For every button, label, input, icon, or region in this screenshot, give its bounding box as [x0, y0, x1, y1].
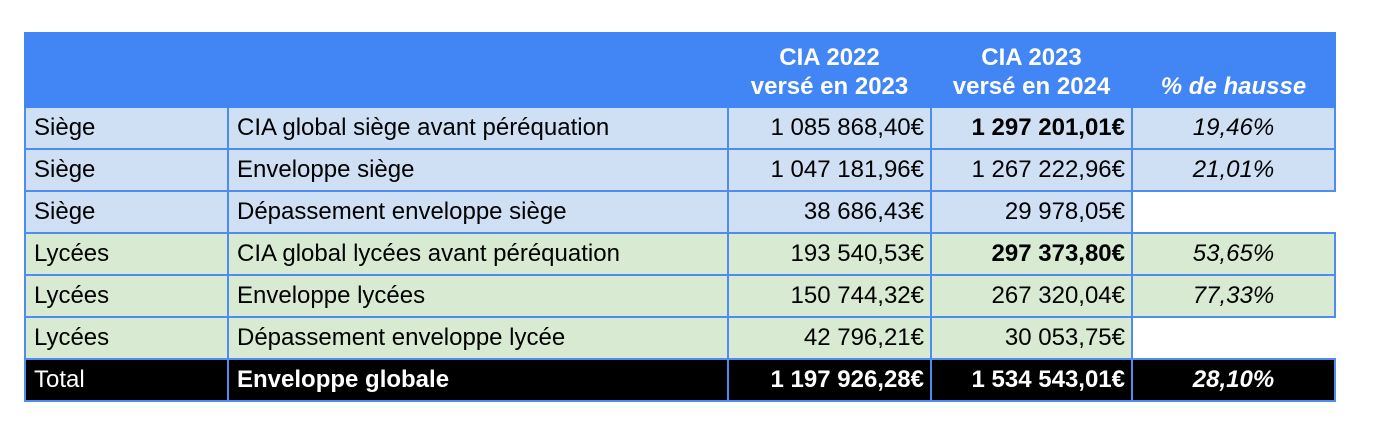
table-row-siege-enveloppe: [25, 149, 1335, 191]
header-row: [25, 33, 1335, 107]
header-hausse: % de hausse: [1132, 33, 1335, 107]
table-row-lycees-global: [25, 233, 1335, 275]
row-group-cell: Lycées: [25, 317, 228, 359]
row-hausse-empty-cell: [1132, 191, 1335, 233]
row-hausse-cell: 19,46%: [1132, 107, 1335, 149]
table-row-lycees-depassement: [25, 317, 1335, 359]
row-group-cell: Lycées: [25, 233, 228, 275]
header-group-cell: [25, 33, 228, 107]
total-group-cell: Total: [25, 359, 228, 401]
total-label-cell: Enveloppe globale: [228, 359, 728, 401]
header-label-cell: [228, 33, 728, 107]
header-cia-2022: [728, 33, 931, 107]
total-cia2022-cell: 1 197 926,28€: [728, 359, 931, 401]
row-group-cell: Siège: [25, 107, 228, 149]
header-cia-2022-line2: versé en 2023: [750, 73, 909, 100]
table-row-siege-global: [25, 107, 1335, 149]
header-cia-2022-line1: CIA 2022: [779, 44, 880, 71]
row-group-cell: Siège: [25, 191, 228, 233]
row-cia2023-cell: 1 297 201,01€: [931, 107, 1132, 149]
row-cia2023-cell: 30 053,75€: [931, 317, 1132, 359]
total-cia2023-cell: 1 534 543,01€: [931, 359, 1132, 401]
row-label-cell: Dépassement enveloppe siège: [228, 191, 728, 233]
row-cia2022-cell: 1 047 181,96€: [728, 149, 931, 191]
header-cia-2023-line2: versé en 2024: [952, 73, 1111, 100]
row-label-cell: Dépassement enveloppe lycée: [228, 317, 728, 359]
row-cia2022-cell: 1 085 868,40€: [728, 107, 931, 149]
row-group-cell: Siège: [25, 149, 228, 191]
header-cia-2023-line1: CIA 2023: [981, 44, 1082, 71]
table-row-total: [25, 359, 1335, 401]
row-cia2022-cell: 42 796,21€: [728, 317, 931, 359]
total-hausse-cell: 28,10%: [1132, 359, 1335, 401]
row-cia2022-cell: 38 686,43€: [728, 191, 931, 233]
row-cia2022-cell: 150 744,32€: [728, 275, 931, 317]
table-row-lycees-enveloppe: [25, 275, 1335, 317]
row-label-cell: Enveloppe siège: [228, 149, 728, 191]
row-cia2023-cell: 1 267 222,96€: [931, 149, 1132, 191]
row-cia2022-cell: 193 540,53€: [728, 233, 931, 275]
row-cia2023-cell: 267 320,04€: [931, 275, 1132, 317]
row-cia2023-cell: 29 978,05€: [931, 191, 1132, 233]
row-hausse-cell: 53,65%: [1132, 233, 1335, 275]
row-hausse-cell: 21,01%: [1132, 149, 1335, 191]
row-cia2023-cell: 297 373,80€: [931, 233, 1132, 275]
row-label-cell: CIA global siège avant péréquation: [228, 107, 728, 149]
row-label-cell: Enveloppe lycées: [228, 275, 728, 317]
cia-table: [24, 32, 1336, 402]
row-group-cell: Lycées: [25, 275, 228, 317]
row-hausse-empty-cell: [1132, 317, 1335, 359]
row-hausse-cell: 77,33%: [1132, 275, 1335, 317]
header-cia-2023: [931, 33, 1132, 107]
row-label-cell: CIA global lycées avant péréquation: [228, 233, 728, 275]
table-row-siege-depassement: [25, 191, 1335, 233]
